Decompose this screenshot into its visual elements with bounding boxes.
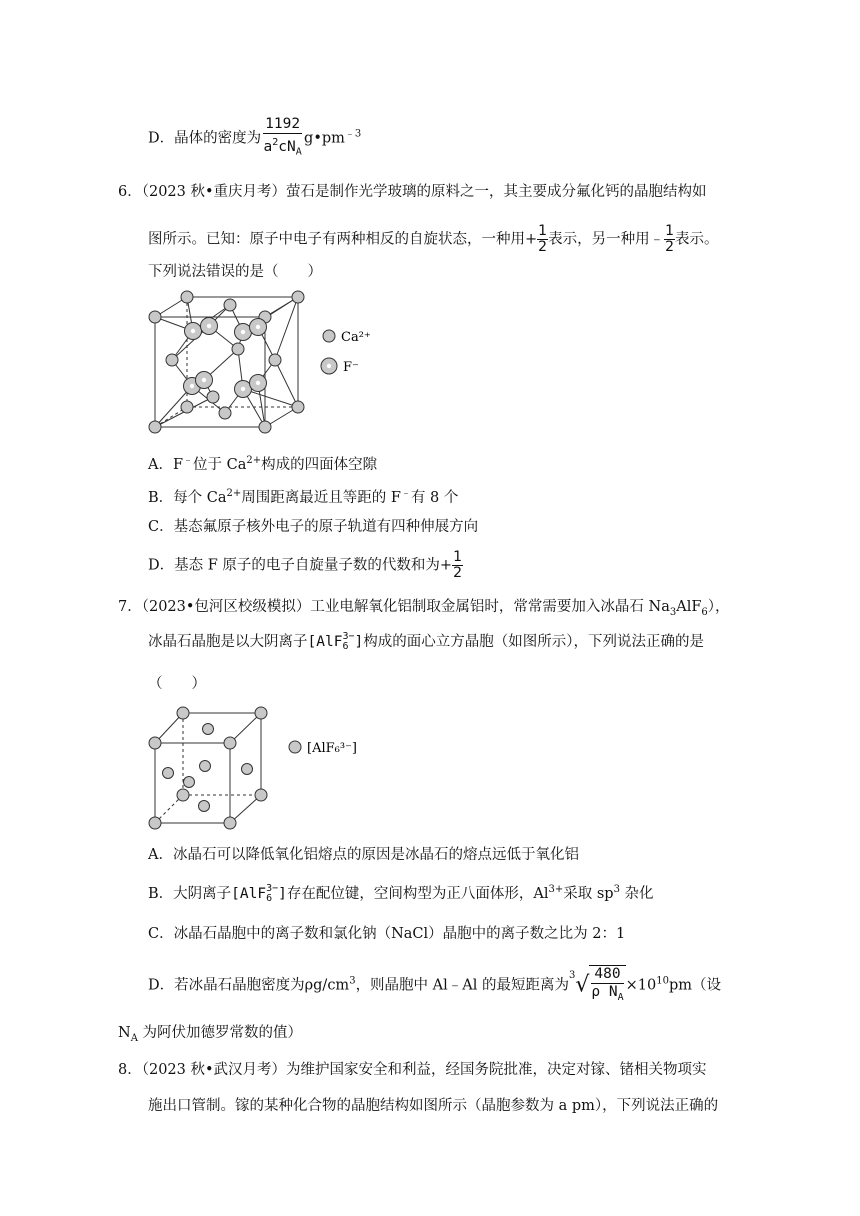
q6-option-d: D．基态 F 原子的电子自旋量子数的代数和为+ $\frac{1}{2}$: [148, 549, 462, 581]
q8-stem-line2: 施出口管制。镓的某种化合物的晶胞结构如图所示（晶胞参数为 a pm），下列说法正确的: [148, 1098, 719, 1114]
q6-option-b: B．每个 $Ca^{2+}$周围距离最近且等距的 F﹣有 8 个: [148, 488, 459, 506]
ion-legend-label: [AlF₆³⁻]: [307, 741, 357, 756]
q6-stem-line1: 6．（2023 秋•重庆月考）萤石是制作光学玻璃的原料之一，其主要成分氟化钙的晶胞结构如: [118, 184, 707, 200]
q8-stem-line1: 8．（2023 秋•武汉月考）为维护国家安全和利益，经国务院批准，决定对镓、锗相关物项实: [118, 1062, 707, 1078]
q5-option-d: D．晶体的密度为 $\frac{1192}{a^2cN_A}$ $g•pm^{﹣3}$: [148, 116, 361, 161]
half-fraction: $\frac{1}{2}$: [665, 223, 674, 255]
q6-stem-line2: 图所示。已知：原子中电子有两种相反的自旋状态，一种用+ $\frac{1}{2}$ 表示，另一种用﹣ $\frac{1}{2}$ 表示。: [148, 223, 719, 255]
f-legend-label: F⁻: [343, 360, 359, 375]
fluorite-cell-figure: [145, 285, 395, 435]
q7-stem-line1: 7．（2023•包河区校级模拟）工业电解氧化铝制取金属铝时，常常需要加入冰晶石 $Na_3AlF_6$），: [118, 599, 730, 618]
ion-legend-marker: [289, 741, 301, 753]
density-numerator: 1192: [265, 116, 301, 132]
q7-stem-line2: 冰晶石晶胞是以大阴离子[AlF 3− 6 ]构成的面心立方晶胞（如图所示），下列说法正确的是: [148, 631, 704, 652]
q7-stem-line3: （ ）: [148, 676, 206, 692]
q5-option-d-prefix: D．晶体的密度为: [148, 130, 262, 147]
cryolite-cell-figure: [143, 703, 373, 833]
q6-stem-line3: 下列说法错误的是（ ）: [148, 264, 322, 280]
q5-option-d-unit: g•pm: [304, 130, 345, 147]
alf6-ion: [AlF 3− 6 ]: [307, 631, 364, 652]
ca-legend-label: Ca²⁺: [341, 330, 371, 345]
alf6-ion: [AlF 3− 6 ]: [231, 882, 287, 904]
q7-option-a: A．冰晶石可以降低氧化铝熔点的原因是冰晶石的熔点远低于氧化铝: [148, 847, 579, 863]
q6-option-c: C．基态氟原子核外电子的原子轨道有四种伸展方向: [148, 519, 479, 535]
q7-option-b: B．大阴离子[AlF 3− 6 ]存在配位键，空间构型为正八面体形，$Al^{3+}$采取 $sp^3$ 杂化: [148, 882, 654, 904]
ca-legend-marker: [323, 330, 335, 342]
q6-option-a: A．F﹣位于 $Ca^{2+}$构成的四面体空隙: [148, 455, 378, 473]
q7-option-d: D．若冰晶石晶胞密度为$\rho g/cm^3$，则晶胞中 Al﹣Al 的最短距离为$^3$√ $\frac{480}{\rho N_A}$ $\times 10^{10}pm$（设: [148, 965, 721, 1006]
half-fraction: $\frac{1}{2}$: [538, 223, 548, 255]
half-fraction: $\frac{1}{2}$: [453, 549, 462, 581]
q7-option-d-line2: $N_A$ 为阿伏加德罗常数的值）: [118, 1025, 303, 1044]
q7-option-c: C．冰晶石晶胞中的离子数和氯化钠（NaCl）晶胞中的离子数之比为 2：1: [148, 926, 626, 942]
cube-root-expression: $^3$√ $\frac{480}{\rho N_A}$: [569, 965, 626, 1006]
density-fraction: $\frac{1192}{a^2cN_A}$: [263, 116, 302, 158]
